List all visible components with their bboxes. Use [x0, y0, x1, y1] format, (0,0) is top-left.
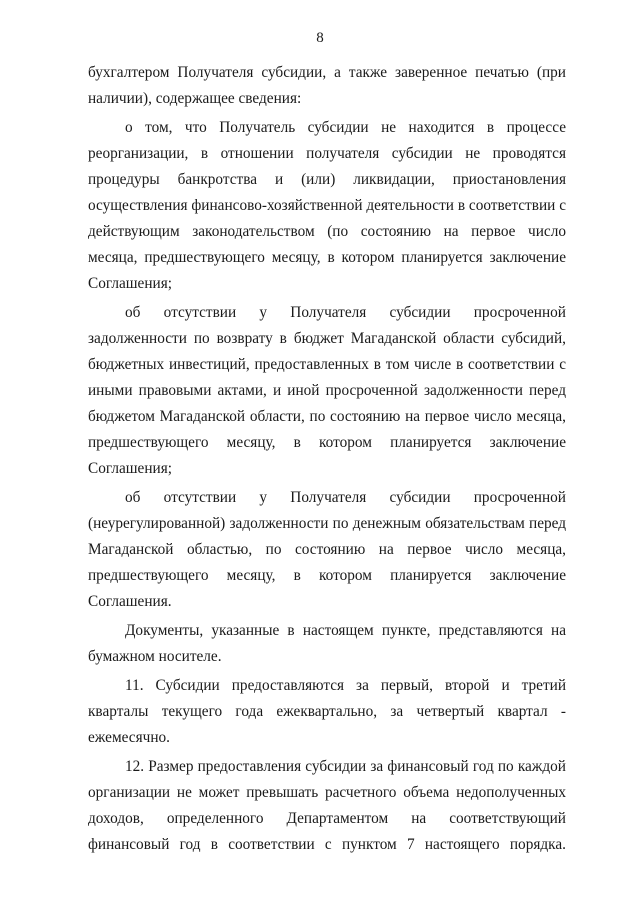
paragraph-no-reorganization: о том, что Получатель субсидии не находится в процессе реорганизации, в отношении получателя субсидии не проводятся процедуры банкротства и (или) ликвидации, приостановления осуществления финансово-хозяйственной деятельности в соответствии с действующим законодательством (по состоянию на первое число месяца, предшествующего месяцу, в котором планируется заключение Соглашения;	[88, 119, 566, 292]
paragraph-item-11: 11. Субсидии предоставляются за первый, второй и третий кварталы текущего года ежеквартально, за четвертый квартал - ежемесячно.	[88, 677, 566, 746]
paragraph-no-monetary-debt: об отсутствии у Получателя субсидии просроченной (неурегулированной) задолженности по денежным обязательствам перед Магаданской областью, по состоянию на первое число месяца, предшествующего месяцу, в котором планируется заключение Соглашения.	[88, 489, 566, 610]
paragraph-paper-documents: Документы, указанные в настоящем пункте, представляются на бумажном носителе.	[88, 622, 566, 665]
page-number: 8	[316, 30, 324, 46]
paragraph-no-budget-debt: об отсутствии у Получателя субсидии просроченной задолженности по возврату в бюджет Магаданской области субсидий, бюджетных инвестиций, предоставленных в том числе в соответствии с иными правовыми актами, и иной просроченной задолженности перед бюджетом Магаданской области, по состоянию на первое число месяца, предшествующего месяцу, в котором планируется заключение Соглашения;	[88, 304, 566, 477]
paragraph-item-12: 12. Размер предоставления субсидии за финансовый год по каждой организации не может превышать расчетного объема недополученных доходов, определенного Департаментом на соответствующий финансовый год в соответствии с пунктом 7 настоящего порядка.	[88, 758, 566, 853]
paragraph-continuation: бухгалтером Получателя субсидии, а также заверенное печатью (при наличии), содержащее сведения:	[88, 64, 566, 107]
document-body	[88, 60, 566, 858]
